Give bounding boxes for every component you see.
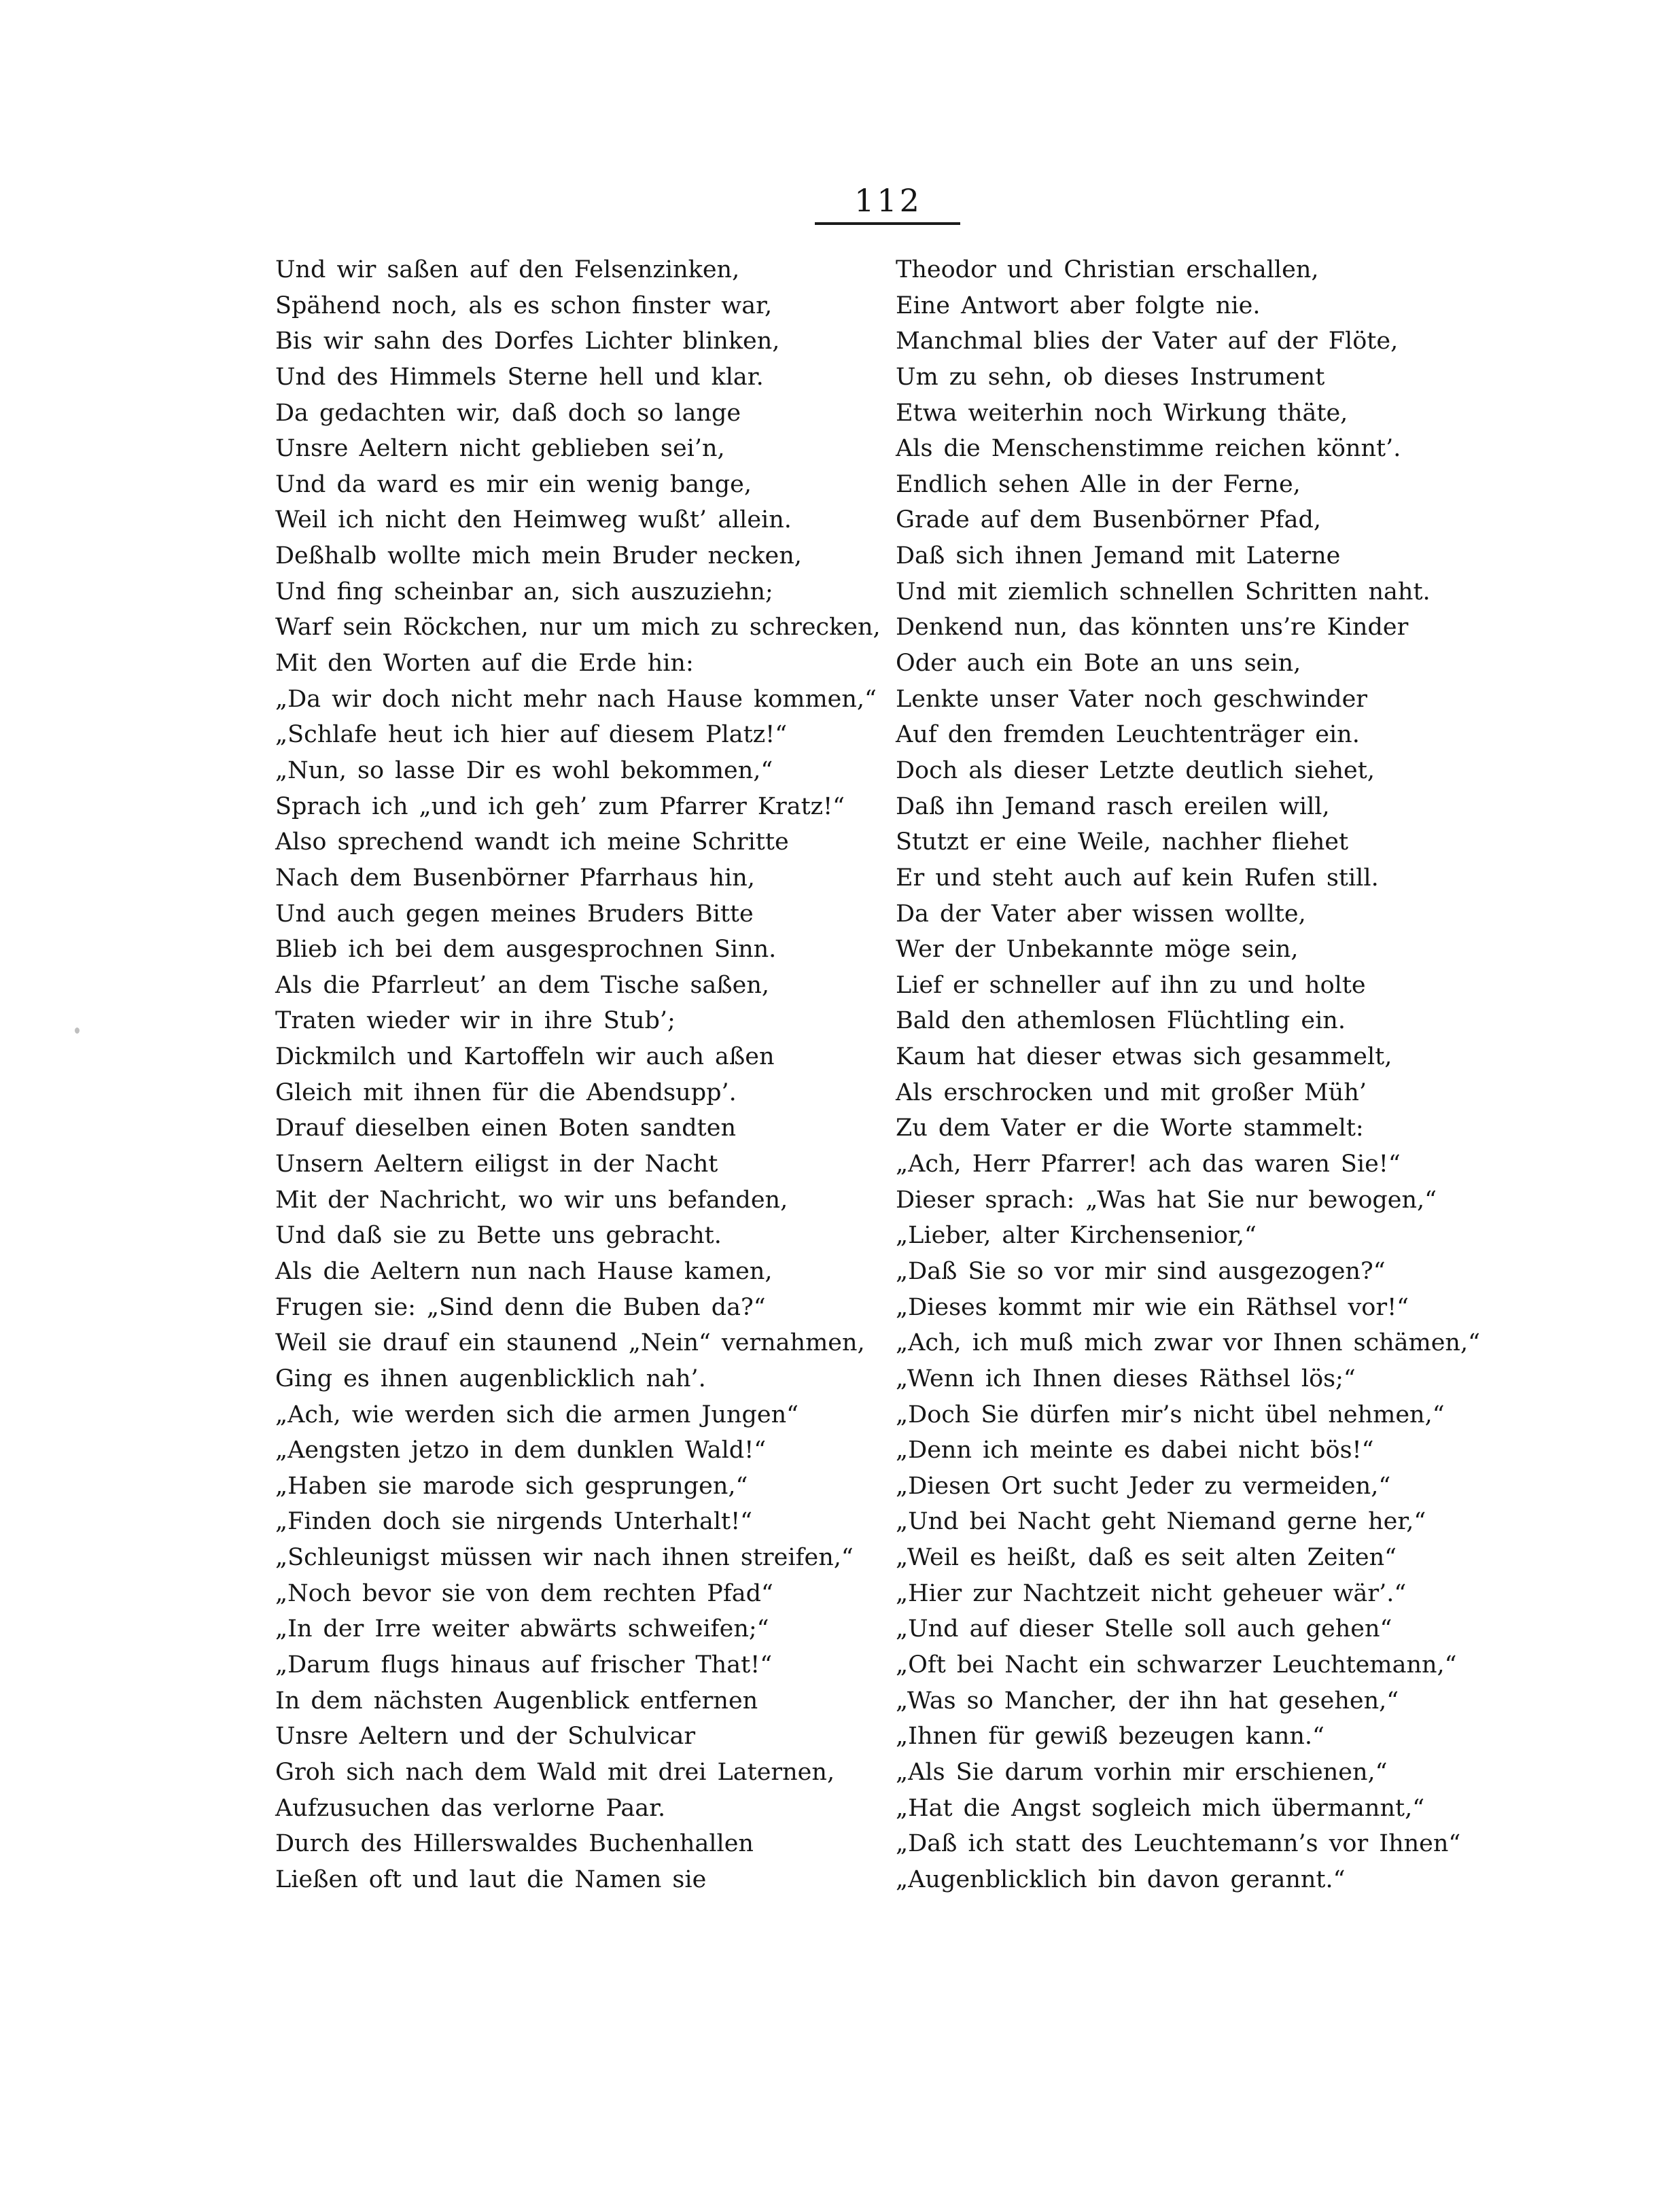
- poem-line: Gleich mit ihnen für die Abendsupp’.: [275, 1078, 737, 1106]
- poem-line: Etwa weiterhin noch Wirkung thäte,: [896, 399, 1348, 427]
- poem-line: Und da ward es mir ein wenig bange,: [275, 470, 752, 498]
- poem-line: „Da wir doch nicht mehr nach Hause kommen,“: [275, 685, 877, 713]
- poem-line: „Was so Mancher, der ihn hat gesehen,“: [896, 1687, 1399, 1715]
- poem-line: Zu dem Vater er die Worte stammelt:: [896, 1114, 1364, 1142]
- poem-line: „Haben sie marode sich gesprungen,“: [275, 1472, 748, 1500]
- poem-line: „Daß Sie so vor mir sind ausgezogen?“: [896, 1257, 1386, 1285]
- poem-line: Und fing scheinbar an, sich auszuziehn;: [275, 578, 773, 605]
- poem-line: Weil ich nicht den Heimweg wußt’ allein.: [275, 506, 792, 534]
- poem-line: „Ach, wie werden sich die armen Jungen“: [275, 1401, 799, 1428]
- poem-line: Ging es ihnen augenblicklich nah’.: [275, 1365, 706, 1392]
- poem-line: Grade auf dem Busenbörner Pfad,: [896, 506, 1322, 534]
- poem-line: Als die Pfarrleut’ an dem Tische saßen,: [275, 971, 770, 999]
- poem-line: Und mit ziemlich schnellen Schritten naht.: [896, 578, 1431, 605]
- poem-line: Unsern Aeltern eiligst in der Nacht: [275, 1151, 718, 1178]
- poem-line: Da gedachten wir, daß doch so lange: [275, 399, 741, 427]
- poem-line: Als die Aeltern nun nach Hause kamen,: [275, 1257, 773, 1285]
- poem-line: Frugen sie: „Sind denn die Buben da?“: [275, 1293, 766, 1321]
- poem-line: „Hat die Angst sogleich mich übermannt,“: [896, 1794, 1425, 1822]
- poem-line: „Als Sie darum vorhin mir erschienen,“: [896, 1758, 1388, 1786]
- poem-line: Als die Menschenstimme reichen könnt’.: [896, 435, 1401, 463]
- poem-line: „Lieber, alter Kirchensenior,“: [896, 1222, 1257, 1250]
- poem-line: Ließen oft und laut die Namen sie: [275, 1865, 707, 1893]
- poem-line: „Dieses kommt mir wie ein Räthsel vor!“: [896, 1293, 1409, 1321]
- page-number: 112: [854, 182, 922, 219]
- poem-line: „Ach, Herr Pfarrer! ach das waren Sie!“: [896, 1151, 1401, 1178]
- poem-column-right: [896, 252, 1480, 1897]
- poem-line: Und auch gegen meines Bruders Bitte: [275, 900, 754, 928]
- poem-line: Unsre Aeltern und der Schulvicar: [275, 1723, 696, 1751]
- poem-line: „Und bei Nacht geht Niemand gerne her,“: [896, 1508, 1426, 1536]
- poem-line: Daß ihn Jemand rasch ereilen will,: [896, 792, 1330, 820]
- poem-line: „Daß ich statt des Leuchtemann’s vor Ihnen“: [896, 1830, 1461, 1858]
- poem-line: Doch als dieser Letzte deutlich siehet,: [896, 756, 1375, 784]
- poem-line: Bald den athemlosen Flüchtling ein.: [896, 1007, 1346, 1035]
- poem-line: Bis wir sahn des Dorfes Lichter blinken,: [275, 328, 780, 355]
- poem-line: Theodor und Christian erschallen,: [896, 256, 1319, 283]
- poem-line: Kaum hat dieser etwas sich gesammelt,: [896, 1043, 1392, 1071]
- poem-line: „Oft bei Nacht ein schwarzer Leuchtemann,“: [896, 1651, 1457, 1679]
- poem-line: Groh sich nach dem Wald mit drei Laternen,: [275, 1758, 835, 1786]
- poem-line: Deßhalb wollte mich mein Bruder necken,: [275, 542, 802, 570]
- poem-line: Als erschrocken und mit großer Müh’: [896, 1078, 1367, 1106]
- poem-line: Drauf dieselben einen Boten sandten: [275, 1114, 737, 1142]
- poem-line: Traten wieder wir in ihre Stub’;: [275, 1007, 675, 1035]
- poem-line: „Darum flugs hinaus auf frischer That!“: [275, 1651, 773, 1679]
- poem-line: „Ihnen für gewiß bezeugen kann.“: [896, 1723, 1324, 1751]
- poem-line: Weil sie drauf ein staunend „Nein“ vernahmen,: [275, 1329, 865, 1357]
- poem-line: Daß sich ihnen Jemand mit Laterne: [896, 542, 1341, 570]
- poem-line: „Weil es heißt, daß es seit alten Zeiten“: [896, 1544, 1397, 1572]
- page-number-rule: [815, 222, 960, 225]
- poem-line: „Finden doch sie nirgends Unterhalt!“: [275, 1508, 753, 1536]
- poem-line: Manchmal blies der Vater auf der Flöte,: [896, 328, 1399, 355]
- poem-line: „Denn ich meinte es dabei nicht bös!“: [896, 1437, 1374, 1464]
- poem-line: Mit der Nachricht, wo wir uns befanden,: [275, 1186, 788, 1214]
- poem-line: Nach dem Busenbörner Pfarrhaus hin,: [275, 864, 755, 892]
- poem-line: „Ach, ich muß mich zwar vor Ihnen schämen,“: [896, 1329, 1480, 1357]
- poem-line: „Doch Sie dürfen mir’s nicht übel nehmen,“: [896, 1401, 1445, 1428]
- poem-line: Dickmilch und Kartoffeln wir auch aßen: [275, 1043, 775, 1071]
- poem-line: „Hier zur Nachtzeit nicht geheuer wär’.“: [896, 1579, 1407, 1607]
- poem-line: „Schleunigst müssen wir nach ihnen streifen,“: [275, 1544, 854, 1572]
- poem-line: Und wir saßen auf den Felsenzinken,: [275, 256, 740, 283]
- poem-line: Denkend nun, das könnten uns’re Kinder: [896, 614, 1409, 642]
- poem-line: Mit den Worten auf die Erde hin:: [275, 650, 694, 678]
- poem-line: Unsre Aeltern nicht geblieben sei’n,: [275, 435, 725, 463]
- poem-line: „Wenn ich Ihnen dieses Räthsel lös;“: [896, 1365, 1356, 1392]
- poem-line: In dem nächsten Augenblick entfernen: [275, 1687, 758, 1715]
- poem-line: Da der Vater aber wissen wollte,: [896, 900, 1306, 928]
- poem-line: „Augenblicklich bin davon gerannt.“: [896, 1865, 1346, 1893]
- poem-line: „Nun, so lasse Dir es wohl bekommen,“: [275, 756, 773, 784]
- poem-line: Lenkte unser Vater noch geschwinder: [896, 685, 1368, 713]
- poem-column-left: [275, 252, 881, 1897]
- poem-line: Eine Antwort aber folgte nie.: [896, 292, 1261, 319]
- poem-line: Oder auch ein Bote an uns sein,: [896, 650, 1301, 678]
- poem-line: „Noch bevor sie von dem rechten Pfad“: [275, 1579, 773, 1607]
- poem-line: Sprach ich „und ich geh’ zum Pfarrer Kratz!“: [275, 792, 845, 820]
- poem-line: „In der Irre weiter abwärts schweifen;“: [275, 1615, 769, 1643]
- poem-line: Blieb ich bei dem ausgesprochnen Sinn.: [275, 936, 777, 964]
- poem-line: Und des Himmels Sterne hell und klar.: [275, 363, 764, 391]
- poem-line: Also sprechend wandt ich meine Schritte: [275, 828, 789, 856]
- poem-line: „Und auf dieser Stelle soll auch gehen“: [896, 1615, 1392, 1643]
- poem-line: Auf den fremden Leuchtenträger ein.: [896, 721, 1360, 749]
- poem-line: Und daß sie zu Bette uns gebracht.: [275, 1222, 722, 1250]
- poem-line: Dieser sprach: „Was hat Sie nur bewogen,“: [896, 1186, 1437, 1214]
- poem-line: Aufzusuchen das verlorne Paar.: [275, 1794, 666, 1822]
- poem-line: Spähend noch, als es schon finster war,: [275, 292, 773, 319]
- poem-line: „Schlafe heut ich hier auf diesem Platz!“: [275, 721, 788, 749]
- poem-line: „Diesen Ort sucht Jeder zu vermeiden,“: [896, 1472, 1391, 1500]
- poem-line: „Aengsten jetzo in dem dunklen Wald!“: [275, 1437, 767, 1464]
- poem-line: Wer der Unbekannte möge sein,: [896, 936, 1299, 964]
- poem-line: Warf sein Röckchen, nur um mich zu schrecken,: [275, 614, 881, 642]
- poem-line: Stutzt er eine Weile, nachher fliehet: [896, 828, 1349, 856]
- poem-line: Endlich sehen Alle in der Ferne,: [896, 470, 1301, 498]
- poem-line: Um zu sehn, ob dieses Instrument: [896, 363, 1325, 391]
- poem-line: Er und steht auch auf kein Rufen still.: [896, 864, 1379, 892]
- poem-line: Lief er schneller auf ihn zu und holte: [896, 971, 1366, 999]
- scan-speck: [75, 1028, 80, 1034]
- poem-line: Durch des Hillerswaldes Buchenhallen: [275, 1830, 754, 1858]
